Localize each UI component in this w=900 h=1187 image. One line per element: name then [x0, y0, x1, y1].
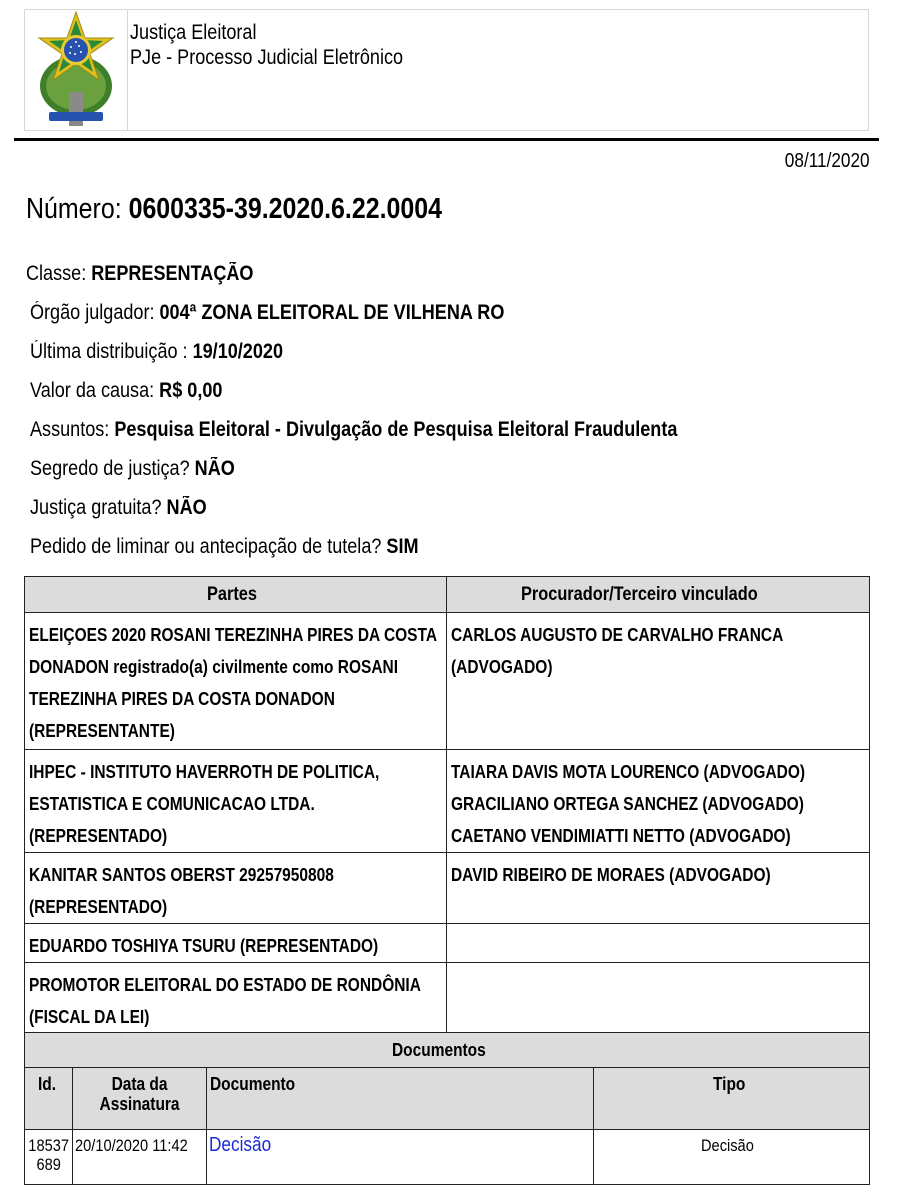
- header-title: [130, 20, 447, 70]
- process-number-label: Número:: [26, 193, 129, 225]
- data-header: Data da Assinatura: [73, 1068, 207, 1130]
- field-classe: Classe: REPRESENTAÇÃO: [26, 262, 254, 285]
- document-id: 18537 689: [25, 1130, 73, 1185]
- documento-header: Documento: [207, 1068, 593, 1130]
- documentos-title-row: [25, 1033, 870, 1068]
- field-segredo-justica: Segredo de justiça? NÃO: [30, 457, 235, 480]
- table-row: [25, 613, 870, 750]
- parte-cell: ELEIÇOES 2020 ROSANI TEREZINHA PIRES DA COSTA DONADON registrado(a) civilmente como ROSANI TEREZINHA PIRES DA COSTA DONADON (REPRESENTANTE): [25, 613, 447, 750]
- brazil-coat-of-arms-logo: [35, 10, 117, 130]
- procurador-cell: [447, 963, 870, 1034]
- document-link-cell: [207, 1130, 593, 1185]
- partes-header: Partes: [25, 577, 447, 613]
- document-date: 08/11/2020: [785, 150, 870, 172]
- field-orgao-julgador: Órgão julgador: 004ª ZONA ELEITORAL DE VILHENA RO: [30, 301, 505, 324]
- parte-cell: KANITAR SANTOS OBERST 29257950808 (REPRESENTADO): [25, 853, 447, 924]
- procurador-cell: DAVID RIBEIRO DE MORAES (ADVOGADO): [447, 853, 870, 924]
- field-justica-gratuita: Justiça gratuita? NÃO: [30, 496, 207, 519]
- header-divider: [14, 138, 879, 141]
- table-row: [25, 963, 870, 1034]
- table-row: [25, 924, 870, 963]
- emblem-cell: [25, 10, 128, 130]
- field-valor-causa: Valor da causa: R$ 0,00: [30, 379, 223, 402]
- parte-cell: EDUARDO TOSHIYA TSURU (REPRESENTADO): [25, 924, 447, 963]
- field-assuntos: Assuntos: Pesquisa Eleitoral - Divulgação de Pesquisa Eleitoral Fraudulenta: [30, 418, 678, 441]
- table-row: [25, 1130, 870, 1185]
- procurador-cell: TAIARA DAVIS MOTA LOURENCO (ADVOGADO) GRACILIANO ORTEGA SANCHEZ (ADVOGADO) CAETANO VENDIMIATTI NETTO (ADVOGADO): [447, 750, 870, 853]
- documentos-title: Documentos: [25, 1033, 870, 1068]
- parte-cell: PROMOTOR ELEITORAL DO ESTADO DE RONDÔNIA (FISCAL DA LEI): [25, 963, 447, 1034]
- process-number-value: 0600335-39.2020.6.22.0004: [128, 193, 443, 225]
- procurador-cell: [447, 924, 870, 963]
- document-signature-date: 20/10/2020 11:42: [73, 1130, 207, 1185]
- system-name: PJe - Processo Judicial Eletrônico: [130, 46, 404, 69]
- documentos-table: [24, 1032, 870, 1185]
- field-ultima-distribuicao: Última distribuição : 19/10/2020: [30, 340, 283, 363]
- tipo-header: Tipo: [593, 1068, 869, 1130]
- documentos-header-row: [25, 1068, 870, 1130]
- id-header: Id.: [25, 1068, 73, 1130]
- field-pedido-liminar: Pedido de liminar ou antecipação de tutela? SIM: [30, 535, 419, 558]
- process-number: [26, 193, 510, 226]
- partes-table: [24, 576, 870, 1034]
- table-row: [25, 750, 870, 853]
- procurador-cell: CARLOS AUGUSTO DE CARVALHO FRANCA (ADVOGADO): [447, 613, 870, 750]
- parte-cell: IHPEC - INSTITUTO HAVERROTH DE POLITICA, ESTATISTICA E COMUNICACAO LTDA. (REPRESENTADO): [25, 750, 447, 853]
- document-type: Decisão: [593, 1130, 869, 1185]
- document-link[interactable]: Decisão: [209, 1134, 272, 1156]
- org-name: Justiça Eleitoral: [130, 21, 257, 44]
- partes-header-row: [25, 577, 870, 613]
- table-row: [25, 853, 870, 924]
- procurador-header: Procurador/Terceiro vinculado: [447, 577, 870, 613]
- page-header: [24, 9, 869, 131]
